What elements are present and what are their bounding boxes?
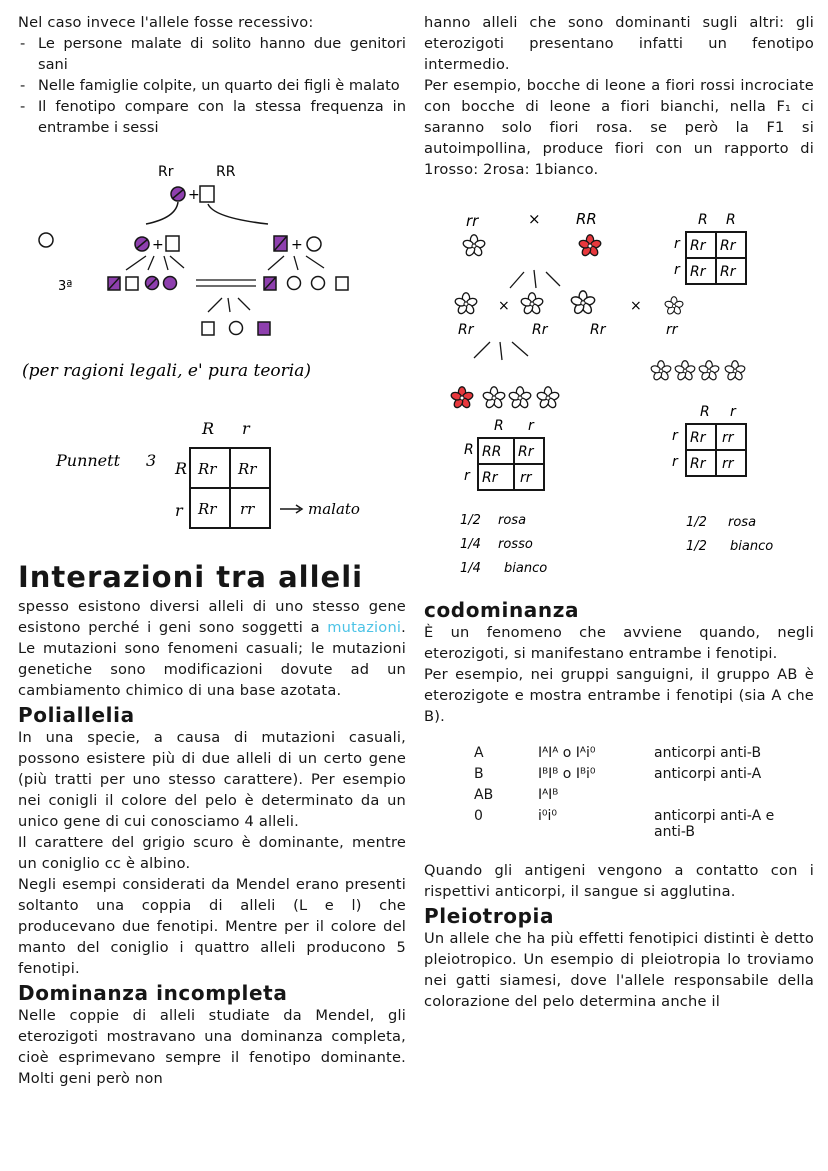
- svg-text:r: r: [242, 419, 250, 438]
- punnett-square-3: [18, 414, 406, 544]
- list-item: - Nelle famiglie colpite, un quarto dei figli è malato: [18, 75, 406, 96]
- svg-text:rosa: rosa: [498, 513, 527, 528]
- svg-text:Rr: Rr: [690, 430, 706, 446]
- pedigree-parent2-label: RR: [216, 164, 236, 180]
- sick-label: malato: [308, 500, 360, 518]
- svg-text:rr: rr: [722, 456, 734, 472]
- svg-text:r: r: [464, 468, 470, 484]
- svg-text:r: r: [175, 501, 183, 520]
- legal-note: (per ragioni legali, e' pura teoria): [22, 361, 311, 381]
- svg-text:Rr: Rr: [198, 460, 217, 478]
- svg-text:rr: rr: [666, 322, 678, 338]
- pedigree-diagram: [18, 152, 406, 414]
- svg-text:r: r: [730, 404, 736, 420]
- punnett-number: 3: [146, 451, 157, 470]
- heading-polyallelia: Poliallelia: [18, 703, 135, 727]
- left-column: [18, 12, 406, 1089]
- svg-text:r: r: [672, 428, 678, 444]
- generation-label: 3ª: [58, 279, 73, 294]
- svg-text:rr: rr: [520, 470, 532, 486]
- svg-text:Rr: Rr: [458, 322, 474, 338]
- svg-text:Rr: Rr: [238, 460, 257, 478]
- svg-text:×: ×: [528, 210, 541, 228]
- interactions-paragraph: spesso esistono diversi alleli di uno stesso gene esistono perché i geni sono soggetti a mutazioni. Le mutazioni sono fenomeni casuali; le mutazioni genetiche sono modificazioni dovute ad un cambiamento chimico di una base azotata.: [18, 598, 406, 699]
- codominance-paragraph: È un fenomeno che avviene quando, negli eterozigoti, si manifestano entrambe i fenotipi.: [424, 624, 814, 662]
- red-flower-icon: [578, 235, 602, 257]
- recessive-bullet-list: [18, 33, 406, 138]
- svg-text:R: R: [464, 442, 474, 458]
- svg-text:1/4: 1/4: [460, 561, 481, 576]
- table-row: 0 i⁰i⁰ anticorpi anti-A e anti-B: [474, 808, 775, 840]
- heading-codominance: codominanza: [424, 598, 580, 622]
- continuation-paragraph: hanno alleli che sono dominanti sugli altri: gli eterozigoti presentano infatti un fenotipo intermedio.: [424, 14, 814, 73]
- svg-text:Rr: Rr: [720, 238, 736, 254]
- table-row: A IᴬIᴬ o Iᴬi⁰ anticorpi anti-B: [474, 745, 762, 761]
- svg-text:Rr: Rr: [518, 444, 534, 460]
- svg-text:R: R: [700, 404, 710, 420]
- svg-text:RR: RR: [576, 210, 597, 228]
- pleiotropy-paragraph: Un allele che ha più effetti fenotipici distinti è detto pleiotropico. Un esempio di pleiotropia lo troviamo nei gatti siamesi, dove l'allele responsabile della colorazione del pelo determina anche il: [424, 930, 814, 1010]
- svg-text:Rr: Rr: [532, 322, 548, 338]
- svg-text:1/4: 1/4: [460, 537, 481, 552]
- svg-text:rosso: rosso: [498, 537, 533, 552]
- svg-text:R: R: [494, 418, 504, 434]
- heading-pleiotropy: Pleiotropia: [424, 904, 555, 928]
- svg-text:rr: rr: [240, 500, 255, 518]
- incomplete-paragraph: Nelle coppie di alleli studiate da Mendel, gli eterozigoti mostravano una dominanza completa, cioè esprimevano sempre il fenotipo dominante. Molti geni però non: [18, 1007, 406, 1087]
- list-item: - Il fenotipo compare con la stessa frequenza in entrambe i sessi: [18, 96, 406, 138]
- section-title-interactions: Interazioni tra alleli: [18, 560, 364, 594]
- svg-text:r: r: [672, 454, 678, 470]
- svg-text:Rr: Rr: [690, 456, 706, 472]
- svg-text:Rr: Rr: [690, 238, 706, 254]
- svg-text:rr: rr: [722, 430, 734, 446]
- antigen-paragraph: Quando gli antigeni vengono a contatto con i rispettivi anticorpi, il sangue si agglutina.: [424, 862, 814, 900]
- svg-text:R: R: [202, 419, 215, 438]
- table-row: AB IᴬIᴮ: [474, 787, 559, 803]
- svg-text:Rr: Rr: [690, 264, 706, 280]
- polyallelia-paragraph-2: Il carattere del grigio scuro è dominante, mentre un coniglio cc è albino.: [18, 834, 406, 872]
- svg-text:Rr: Rr: [198, 500, 217, 518]
- codominance-paragraph-2: Per esempio, nei gruppi sanguigni, il gruppo AB è eterozigote e mostra entrambe i fenotipi (sia A che B).: [424, 666, 814, 725]
- svg-text:Rr: Rr: [720, 264, 736, 280]
- svg-text:r: r: [674, 262, 680, 278]
- svg-text:+: +: [152, 237, 164, 253]
- example-paragraph: Per esempio, bocche di leone a fiori rossi incrociate con bocche di leone a fiori bianchi, nella F₁ ci saranno solo fiori rosa. se però la F1 si autoimpollina, produce fiori con un rapporto di 1rosso: 2rosa: 1bianco.: [424, 77, 814, 178]
- heading-incomplete-dominance: Dominanza incompleta: [18, 981, 288, 1005]
- svg-text:+: +: [291, 237, 303, 253]
- svg-text:r: r: [528, 418, 534, 434]
- white-flower-icon: [462, 235, 486, 257]
- svg-text:×: ×: [498, 298, 510, 314]
- keyword-mutations: mutazioni: [327, 619, 402, 636]
- svg-text:1/2: 1/2: [460, 513, 481, 528]
- svg-text:R: R: [698, 212, 708, 228]
- svg-text:rr: rr: [466, 212, 479, 230]
- svg-text:RR: RR: [482, 444, 502, 460]
- svg-text:bianco: bianco: [504, 561, 548, 576]
- svg-text:1/2: 1/2: [686, 515, 707, 530]
- svg-text:r: r: [674, 236, 680, 252]
- punnett-label: Punnett: [56, 451, 121, 470]
- svg-text:×: ×: [630, 298, 642, 314]
- svg-text:Rr: Rr: [482, 470, 498, 486]
- svg-text:1/2: 1/2: [686, 539, 707, 554]
- recessive-intro: Nel caso invece l'allele fosse recessivo:: [18, 14, 314, 31]
- right-column: [424, 12, 814, 1012]
- table-row: B IᴮIᴮ o Iᴮi⁰ anticorpi anti-A: [474, 766, 762, 782]
- polyallelia-paragraph-3: Negli esempi considerati da Mendel erano presenti soltanto una coppia di alleli (L e l) che producevano due fenotipi. Mentre per il colore del manto del coniglio i quattro alleli producono 5 fenotipi.: [18, 876, 406, 977]
- polyallelia-paragraph: In una specie, a causa di mutazioni casuali, possono esistere più di due alleli di un certo gene (più tratti per uno stesso carattere). Per esempio nei conigli il colore del pelo è determinato da un unico gene di cui conosciamo 4 alleli.: [18, 729, 406, 830]
- svg-text:Rr: Rr: [590, 322, 606, 338]
- svg-text:bianco: bianco: [730, 539, 774, 554]
- svg-text:R: R: [175, 459, 188, 478]
- snapdragon-cross-diagram: [424, 192, 814, 596]
- svg-text:rosa: rosa: [728, 515, 757, 530]
- svg-text:R: R: [726, 212, 736, 228]
- list-item: - Le persone malate di solito hanno due genitori sani: [18, 33, 406, 75]
- healthy-square: [200, 186, 214, 202]
- svg-text:+: +: [188, 187, 200, 203]
- pedigree-parent1-label: Rr: [158, 164, 174, 180]
- blood-groups-table: [474, 745, 804, 840]
